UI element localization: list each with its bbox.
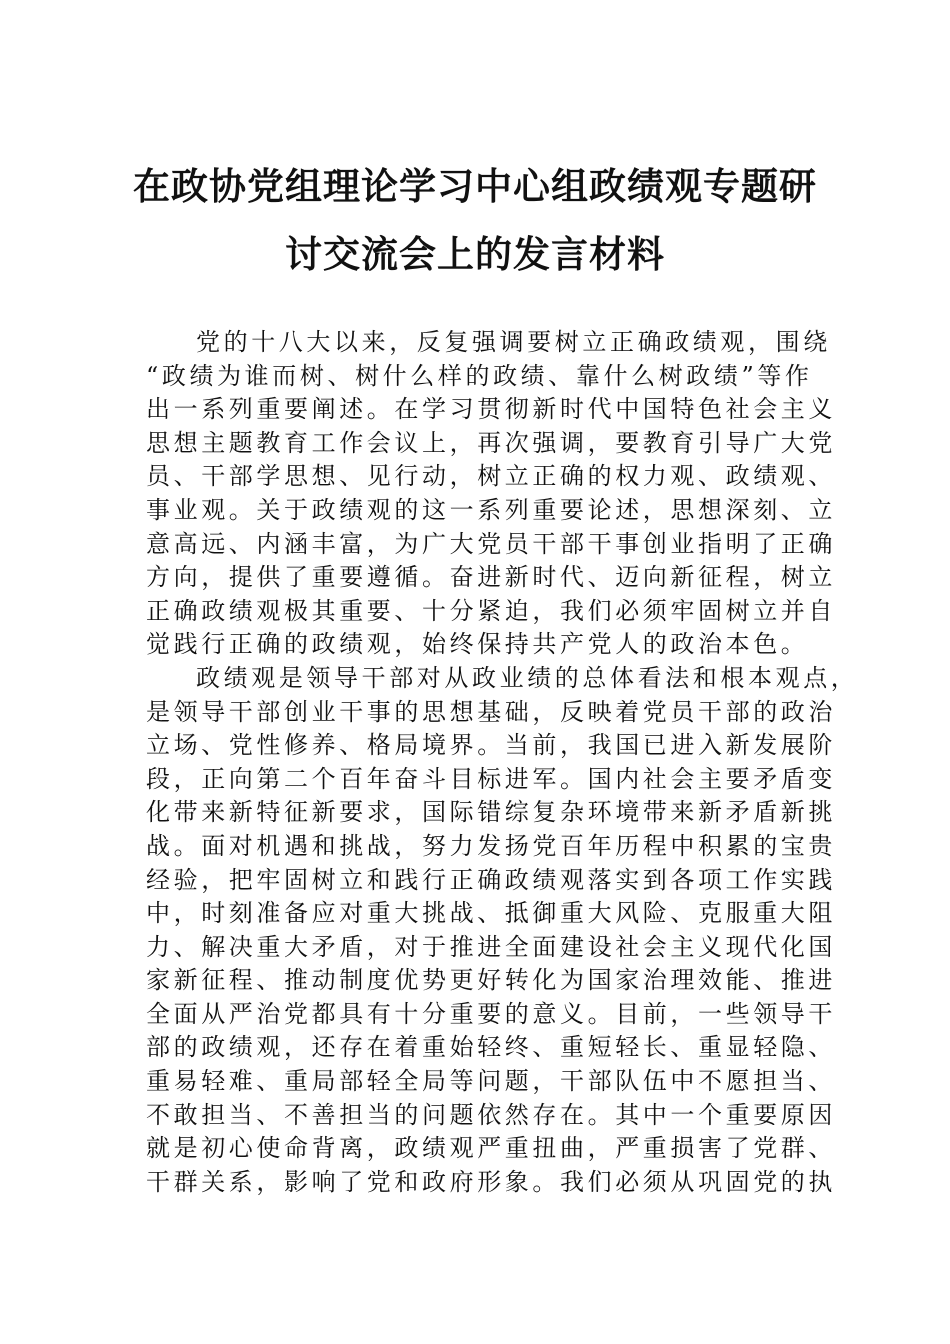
document-body [146,326,859,1199]
paragraph-2-line: 不敢担当、不善担当的问题依然存在。其中一个重要原因 [146,1100,836,1129]
paragraph-1-line: 正确政绩观极其重要、十分紧迫，我们必须牢固树立并自 [146,596,836,625]
paragraph-2-line: 战。面对机遇和挑战，努力发扬党百年历程中积累的宝贵 [146,831,836,860]
document-title-line-2: 讨交流会上的发言材料 [285,232,665,276]
paragraph-1-line: 觉践行正确的政绩观，始终保持共产党人的政治本色。 [146,630,809,659]
paragraph-2-line: 化带来新特征新要求，国际错综复杂环境带来新矛盾新挑 [146,798,836,827]
paragraph-2-line: 干群关系，影响了党和政府形象。我们必须从巩固党的执 [146,1167,836,1196]
paragraph-2-line: 政绩观是领导干部对从政业绩的总体看法和根本观点， [196,663,859,692]
paragraph-1-line: 思想主题教育工作会议上，再次强调，要教育引导广大党 [146,428,836,457]
paragraph-2-line: 就是初心使命背离，政绩观严重扭曲，严重损害了党群、 [146,1134,836,1163]
paragraph-1-line: “政绩为谁而树、树什么样的政绩、靠什么树政绩”等作 [146,361,813,390]
paragraph-2-line: 中，时刻准备应对重大挑战、抵御重大风险、克服重大阻 [146,899,836,928]
paragraph-1-line: 方向，提供了重要遵循。奋进新时代、迈向新征程，树立 [146,563,836,592]
paragraph-2-line: 部的政绩观，还存在着重始轻终、重短轻长、重显轻隐、 [146,1033,836,1062]
paragraph-2-line: 家新征程、推动制度优势更好转化为国家治理效能、推进 [146,966,836,995]
paragraph-2-line: 是领导干部创业干事的思想基础，反映着党员干部的政治 [146,697,836,726]
paragraph-1-line: 事业观。关于政绩观的这一系列重要论述，思想深刻、立 [146,495,836,524]
paragraph-2-line: 重易轻难、重局部轻全局等问题，干部队伍中不愿担当、 [146,1067,836,1096]
paragraph-2-line: 立场、党性修养、格局境界。当前，我国已进入新发展阶 [146,731,836,760]
paragraph-2-line: 经验，把牢固树立和践行正确政绩观落实到各项工作实践 [146,865,836,894]
paragraph-2-line: 段，正向第二个百年奋斗目标进军。国内社会主要矛盾变 [146,764,836,793]
paragraph-2-line: 力、解决重大矛盾，对于推进全面建设社会主义现代化国 [146,932,836,961]
paragraph-1-line: 出一系列重要阐述。在学习贯彻新时代中国特色社会主义 [146,395,836,424]
paragraph-2-line: 全面从严治党都具有十分重要的意义。目前，一些领导干 [146,999,836,1028]
paragraph-1-line: 意高远、内涵丰富，为广大党员干部干事创业指明了正确 [146,529,836,558]
paragraph-1-line: 党的十八大以来，反复强调要树立正确政绩观，围绕 [196,328,831,356]
paragraph-1-line: 员、干部学思想、见行动，树立正确的权力观、政绩观、 [146,462,836,491]
document-title-line-1: 在政协党组理论学习中心组政绩观专题研 [133,164,817,208]
